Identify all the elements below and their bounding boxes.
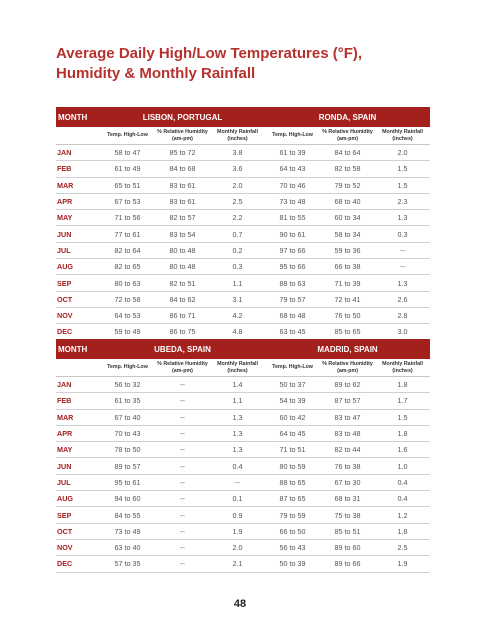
data-cell: 2.5 — [210, 193, 265, 209]
month-cell: MAR — [56, 177, 100, 193]
data-cell: 1.0 — [375, 458, 430, 474]
data-cell: 2.5 — [375, 539, 430, 555]
month-cell: JUL — [56, 242, 100, 258]
data-cell: 2.3 — [375, 193, 430, 209]
data-cell: 0.3 — [210, 259, 265, 275]
city-header: MADRID, SPAIN — [265, 339, 430, 359]
data-cell: 64 to 45 — [265, 425, 320, 441]
column-header: Temp. High-Low — [100, 359, 155, 377]
data-cell: -- — [155, 409, 210, 425]
data-cell: -- — [155, 425, 210, 441]
data-cell: 68 to 31 — [320, 491, 375, 507]
table-row — [56, 259, 430, 275]
data-cell: 95 to 66 — [265, 259, 320, 275]
data-cell: 1.6 — [375, 442, 430, 458]
month-cell: NOV — [56, 539, 100, 555]
column-header: Temp. High-Low — [265, 359, 320, 377]
data-cell: -- — [155, 491, 210, 507]
month-cell: JUN — [56, 226, 100, 242]
city-header: RONDA, SPAIN — [265, 107, 430, 127]
data-cell: 1.5 — [375, 177, 430, 193]
data-cell: 1.9 — [210, 523, 265, 539]
data-cell: 58 to 34 — [320, 226, 375, 242]
data-cell: 1.8 — [375, 425, 430, 441]
data-cell: 0.9 — [210, 507, 265, 523]
table-row — [56, 161, 430, 177]
data-cell: 0.2 — [210, 242, 265, 258]
data-cell: -- — [155, 539, 210, 555]
month-cell: DEC — [56, 324, 100, 340]
column-header: % Relative Humidity (am-pm) — [155, 359, 210, 377]
data-cell: -- — [155, 556, 210, 572]
data-cell: 82 to 58 — [320, 161, 375, 177]
data-cell: -- — [155, 393, 210, 409]
data-cell: 73 to 49 — [100, 523, 155, 539]
data-cell: 64 to 43 — [265, 161, 320, 177]
data-cell: 89 to 66 — [320, 556, 375, 572]
column-header: % Relative Humidity (am-pm) — [320, 127, 375, 145]
table-row — [56, 491, 430, 507]
table-header-row — [56, 107, 430, 127]
data-cell: 89 to 62 — [320, 377, 375, 393]
data-cell: -- — [155, 523, 210, 539]
data-cell: 71 to 51 — [265, 442, 320, 458]
data-cell: 97 to 66 — [265, 242, 320, 258]
data-cell: 79 to 57 — [265, 291, 320, 307]
data-cell: -- — [155, 458, 210, 474]
data-cell: 82 to 44 — [320, 442, 375, 458]
data-cell: 54 to 39 — [265, 393, 320, 409]
data-cell: 88 to 63 — [265, 275, 320, 291]
data-cell: 80 to 59 — [265, 458, 320, 474]
data-cell: 82 to 64 — [100, 242, 155, 258]
month-cell: SEP — [56, 507, 100, 523]
data-cell: 90 to 61 — [265, 226, 320, 242]
column-header: % Relative Humidity (am-pm) — [320, 359, 375, 377]
table-row — [56, 226, 430, 242]
column-header-blank — [56, 359, 100, 377]
table-row — [56, 523, 430, 539]
title-line-2: Humidity & Monthly Rainfall — [56, 65, 256, 82]
data-cell: 71 to 39 — [320, 275, 375, 291]
data-cell: -- — [155, 377, 210, 393]
data-cell: 65 to 51 — [100, 177, 155, 193]
data-cell: 89 to 57 — [100, 458, 155, 474]
table-row — [56, 474, 430, 490]
table-row — [56, 275, 430, 291]
table-row — [56, 425, 430, 441]
column-header-row — [56, 127, 430, 145]
data-cell: 1.2 — [375, 507, 430, 523]
month-header: MONTH — [56, 107, 100, 127]
data-cell: 66 to 50 — [265, 523, 320, 539]
data-cell: 86 to 75 — [155, 324, 210, 340]
data-cell: 1.8 — [375, 523, 430, 539]
month-cell: AUG — [56, 491, 100, 507]
data-cell: 2.0 — [210, 177, 265, 193]
month-cell: FEB — [56, 161, 100, 177]
month-cell: MAY — [56, 210, 100, 226]
data-cell: 50 to 37 — [265, 377, 320, 393]
month-cell: OCT — [56, 291, 100, 307]
data-cell: 2.8 — [375, 307, 430, 323]
data-cell: 59 to 36 — [320, 242, 375, 258]
table-row — [56, 291, 430, 307]
data-cell: 50 to 39 — [265, 556, 320, 572]
table-row — [56, 177, 430, 193]
data-cell: 58 to 47 — [100, 145, 155, 161]
data-cell: 4.2 — [210, 307, 265, 323]
data-cell: 3.0 — [375, 324, 430, 340]
table-row — [56, 324, 430, 340]
data-cell: 95 to 61 — [100, 474, 155, 490]
data-cell: 85 to 65 — [320, 324, 375, 340]
data-cell: 81 to 55 — [265, 210, 320, 226]
data-cell: -- — [375, 259, 430, 275]
data-cell: 3.8 — [210, 145, 265, 161]
column-header: Temp. High-Low — [100, 127, 155, 145]
climate-table-lisbon-ronda — [56, 107, 430, 341]
data-cell: 56 to 43 — [265, 539, 320, 555]
data-cell: 60 to 42 — [265, 409, 320, 425]
data-cell: 3.6 — [210, 161, 265, 177]
data-cell: 78 to 50 — [100, 442, 155, 458]
month-cell: FEB — [56, 393, 100, 409]
data-cell: 57 to 35 — [100, 556, 155, 572]
month-cell: JUL — [56, 474, 100, 490]
page-number: 48 — [233, 598, 247, 610]
month-header: MONTH — [56, 339, 100, 359]
data-cell: 1.5 — [375, 409, 430, 425]
month-cell: SEP — [56, 275, 100, 291]
climate-table-ubeda-madrid — [56, 339, 430, 573]
data-cell: 83 to 54 — [155, 226, 210, 242]
data-cell: 84 to 68 — [155, 161, 210, 177]
title-line-1: Average Daily High/Low Temperatures (°F), — [56, 45, 363, 62]
month-cell: MAR — [56, 409, 100, 425]
data-cell: 56 to 32 — [100, 377, 155, 393]
table-row — [56, 307, 430, 323]
data-cell: 79 to 52 — [320, 177, 375, 193]
data-cell: 1.1 — [210, 393, 265, 409]
data-cell: 76 to 38 — [320, 458, 375, 474]
data-cell: 4.8 — [210, 324, 265, 340]
data-cell: 79 to 59 — [265, 507, 320, 523]
data-cell: 1.8 — [375, 377, 430, 393]
data-cell: 72 to 41 — [320, 291, 375, 307]
data-cell: 82 to 57 — [155, 210, 210, 226]
column-header: Monthly Rainfall (inches) — [210, 127, 265, 145]
table-row — [56, 145, 430, 161]
data-cell: 77 to 61 — [100, 226, 155, 242]
data-cell: 72 to 58 — [100, 291, 155, 307]
table-row — [56, 393, 430, 409]
data-cell: 2.2 — [210, 210, 265, 226]
data-cell: 85 to 72 — [155, 145, 210, 161]
page-title — [56, 44, 436, 84]
month-cell: AUG — [56, 259, 100, 275]
data-cell: 60 to 34 — [320, 210, 375, 226]
column-header: Temp. High-Low — [265, 127, 320, 145]
data-cell: 68 to 48 — [265, 307, 320, 323]
month-cell: DEC — [56, 556, 100, 572]
data-cell: 61 to 49 — [100, 161, 155, 177]
data-cell: 61 to 35 — [100, 393, 155, 409]
data-cell: 59 to 49 — [100, 324, 155, 340]
data-cell: 70 to 43 — [100, 425, 155, 441]
data-cell: -- — [155, 507, 210, 523]
table-row — [56, 539, 430, 555]
data-cell: 0.3 — [375, 226, 430, 242]
table-row — [56, 556, 430, 572]
data-cell: 0.4 — [375, 474, 430, 490]
data-cell: 83 to 61 — [155, 193, 210, 209]
data-cell: 1.3 — [375, 210, 430, 226]
data-cell: 67 to 30 — [320, 474, 375, 490]
data-cell: 66 to 38 — [320, 259, 375, 275]
data-cell: 84 to 55 — [100, 507, 155, 523]
data-cell: 2.6 — [375, 291, 430, 307]
month-cell: JUN — [56, 458, 100, 474]
column-header: Monthly Rainfall (inches) — [375, 127, 430, 145]
column-header: % Relative Humidity (am-pm) — [155, 127, 210, 145]
table-row — [56, 409, 430, 425]
data-cell: 73 to 48 — [265, 193, 320, 209]
city-header: UBEDA, SPAIN — [100, 339, 265, 359]
data-cell: 61 to 39 — [265, 145, 320, 161]
data-cell: 0.7 — [210, 226, 265, 242]
table-row — [56, 210, 430, 226]
data-cell: 1.3 — [210, 409, 265, 425]
data-cell: 67 to 53 — [100, 193, 155, 209]
column-header: Monthly Rainfall (inches) — [210, 359, 265, 377]
city-header: LISBON, PORTUGAL — [100, 107, 265, 127]
data-cell: 1.5 — [375, 161, 430, 177]
table-row — [56, 507, 430, 523]
data-cell: 67 to 40 — [100, 409, 155, 425]
data-cell: 1.4 — [210, 377, 265, 393]
data-cell: 2.0 — [210, 539, 265, 555]
data-cell: 80 to 63 — [100, 275, 155, 291]
table-row — [56, 442, 430, 458]
data-cell: 82 to 51 — [155, 275, 210, 291]
month-cell: APR — [56, 425, 100, 441]
data-cell: 70 to 46 — [265, 177, 320, 193]
data-cell: 63 to 45 — [265, 324, 320, 340]
data-cell: 0.1 — [210, 491, 265, 507]
data-cell: -- — [155, 442, 210, 458]
table-row — [56, 458, 430, 474]
data-cell: 3.1 — [210, 291, 265, 307]
table-header-row — [56, 339, 430, 359]
data-cell: -- — [155, 474, 210, 490]
data-cell: 87 to 65 — [265, 491, 320, 507]
data-cell: 80 to 48 — [155, 242, 210, 258]
data-cell: 2.1 — [210, 556, 265, 572]
data-cell: 87 to 57 — [320, 393, 375, 409]
data-cell: 1.3 — [210, 442, 265, 458]
data-cell: 1.7 — [375, 393, 430, 409]
month-cell: JAN — [56, 377, 100, 393]
data-cell: 68 to 40 — [320, 193, 375, 209]
data-cell: 76 to 50 — [320, 307, 375, 323]
column-header-blank — [56, 127, 100, 145]
column-header-row — [56, 359, 430, 377]
data-cell: 94 to 60 — [100, 491, 155, 507]
data-cell: -- — [375, 242, 430, 258]
data-cell: 84 to 64 — [320, 145, 375, 161]
data-cell: 80 to 48 — [155, 259, 210, 275]
month-cell: JAN — [56, 145, 100, 161]
data-cell: 1.1 — [210, 275, 265, 291]
month-cell: APR — [56, 193, 100, 209]
table-row — [56, 193, 430, 209]
data-cell: 86 to 71 — [155, 307, 210, 323]
data-cell: 1.3 — [210, 425, 265, 441]
data-cell: 88 to 65 — [265, 474, 320, 490]
data-cell: 83 to 48 — [320, 425, 375, 441]
data-cell: 2.0 — [375, 145, 430, 161]
table-row — [56, 377, 430, 393]
month-cell: MAY — [56, 442, 100, 458]
data-cell: 1.3 — [375, 275, 430, 291]
data-cell: 85 to 51 — [320, 523, 375, 539]
data-cell: 71 to 56 — [100, 210, 155, 226]
data-cell: 0.4 — [210, 458, 265, 474]
data-cell: 89 to 60 — [320, 539, 375, 555]
month-cell: NOV — [56, 307, 100, 323]
data-cell: 75 to 38 — [320, 507, 375, 523]
data-cell: 64 to 53 — [100, 307, 155, 323]
data-cell: 0.4 — [375, 491, 430, 507]
data-cell: 83 to 47 — [320, 409, 375, 425]
data-cell: 82 to 65 — [100, 259, 155, 275]
data-cell: -- — [210, 474, 265, 490]
data-cell: 83 to 61 — [155, 177, 210, 193]
table-row — [56, 242, 430, 258]
data-cell: 1.9 — [375, 556, 430, 572]
data-cell: 63 to 40 — [100, 539, 155, 555]
data-cell: 84 to 62 — [155, 291, 210, 307]
column-header: Monthly Rainfall (inches) — [375, 359, 430, 377]
month-cell: OCT — [56, 523, 100, 539]
